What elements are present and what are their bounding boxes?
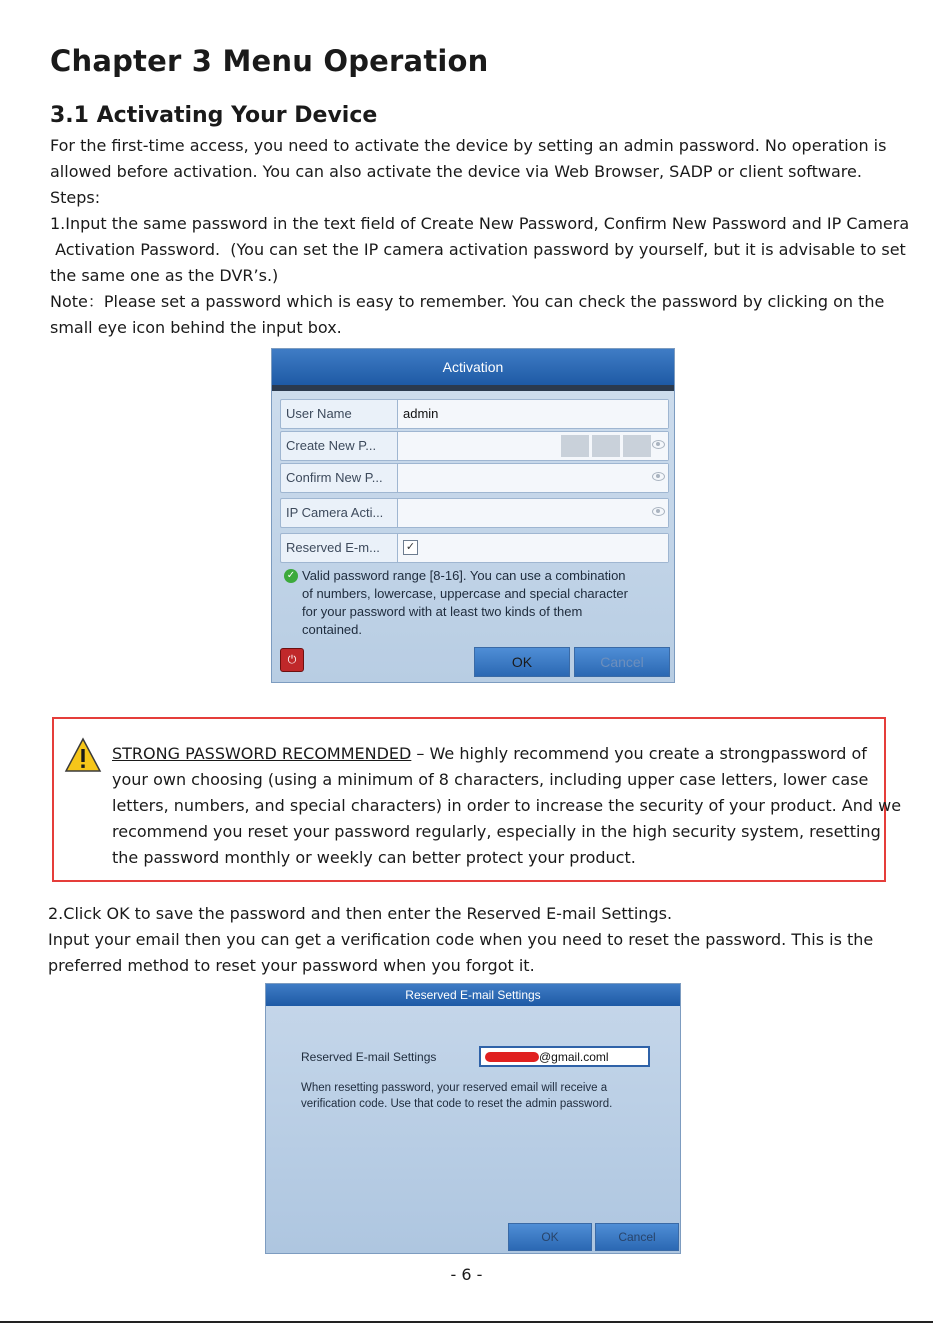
intro-line: the same one as the DVR’s.) <box>50 266 279 285</box>
password-hint <box>284 567 669 639</box>
activation-dialog <box>271 348 675 683</box>
strong-password-warning <box>52 717 902 882</box>
ip-camera-password-row <box>280 498 669 528</box>
ip-camera-password-label: IP Camera Acti... <box>286 505 384 520</box>
user-name-value: admin <box>403 406 439 421</box>
step2-line: Input your email then you can get a verification code when you need to reset the password. This is the <box>48 930 874 949</box>
ok-button[interactable]: OK <box>474 647 570 677</box>
confirm-password-row <box>280 463 669 493</box>
cancel-button[interactable]: Cancel <box>574 647 670 677</box>
warning-line: recommend you reset your password regularly, especially in the high security system, resetting <box>112 822 881 841</box>
reserved-email-note <box>301 1080 612 1112</box>
user-name-field[interactable] <box>397 400 668 428</box>
note-line: verification code. Use that code to reset the admin password. <box>301 1098 613 1110</box>
confirm-password-label: Confirm New P... <box>286 470 383 485</box>
reserved-email-dialog <box>265 983 681 1254</box>
create-password-field[interactable] <box>397 432 668 460</box>
intro-line: For the first-time access, you need to activate the device by setting an admin password. No operation is <box>50 136 887 155</box>
section-heading: 3.1 Activating Your Device <box>50 103 378 128</box>
user-name-row <box>280 399 669 429</box>
warning-icon <box>64 737 102 773</box>
power-icon[interactable]: ⏻ <box>280 648 304 672</box>
warning-text <box>112 741 902 871</box>
reserved-email-row <box>280 533 669 563</box>
warning-line: letters, numbers, and special characters) in order to increase the security of your product. And we <box>112 796 902 815</box>
hint-line: Valid password range [8-16]. You can use a combination <box>302 568 626 583</box>
intro-line: 1.Input the same password in the text field of Create New Password, Confirm New Password and IP Camera <box>50 214 910 233</box>
ip-camera-password-field[interactable] <box>397 499 668 527</box>
create-password-row <box>280 431 669 461</box>
password-mask <box>592 435 620 457</box>
confirm-password-field[interactable] <box>397 464 668 492</box>
reserved-email-dialog-title: Reserved E-mail Settings <box>266 984 680 1006</box>
ok-button[interactable]: OK <box>508 1223 592 1251</box>
eye-icon[interactable] <box>652 472 665 481</box>
chapter-heading: Chapter 3 Menu Operation <box>50 44 489 78</box>
create-password-label: Create New P... <box>286 438 377 453</box>
activation-dialog-title: Activation <box>272 349 674 391</box>
reserved-email-field-label: Reserved E-mail Settings <box>301 1050 437 1064</box>
eye-icon[interactable] <box>652 440 665 449</box>
hint-line: for your password with at least two kinds of them <box>302 604 583 619</box>
password-mask <box>561 435 589 457</box>
warning-line: your own choosing (using a minimum of 8 characters, including upper case letters, lower case <box>112 770 869 789</box>
page-number: - 6 - <box>450 1265 483 1284</box>
step2-line: preferred method to reset your password when you forgot it. <box>48 956 535 975</box>
reserved-email-label: Reserved E-m... <box>286 540 380 555</box>
step2-text <box>48 901 898 979</box>
reserved-email-checkbox[interactable]: ✓ <box>403 540 418 555</box>
note-line: When resetting password, your reserved email will receive a <box>301 1082 608 1094</box>
reserved-email-input[interactable] <box>479 1046 650 1067</box>
intro-line: Steps: <box>50 188 101 207</box>
hint-line: of numbers, lowercase, uppercase and special character <box>302 586 628 601</box>
redaction-mark <box>485 1052 539 1062</box>
hint-line: contained. <box>302 622 362 637</box>
warning-line: the password monthly or weekly can better protect your product. <box>112 848 636 867</box>
cancel-button[interactable]: Cancel <box>595 1223 679 1251</box>
warning-title: STRONG PASSWORD RECOMMENDED <box>112 744 412 763</box>
intro-line: Activation Password. (You can set the IP camera activation password by yourself, but it is advisable to set <box>50 240 906 259</box>
reserved-email-checkbox-cell <box>397 534 668 562</box>
warning-line: – We highly recommend you create a strongpassword of <box>411 744 867 763</box>
password-mask <box>623 435 651 457</box>
intro-line: small eye icon behind the input box. <box>50 318 342 337</box>
intro-line: allowed before activation. You can also activate the device via Web Browser, SADP or client software. <box>50 162 862 181</box>
step2-line: 2.Click OK to save the password and then enter the Reserved E-mail Settings. <box>48 904 673 923</box>
intro-text <box>50 133 910 341</box>
user-name-label: User Name <box>286 406 352 421</box>
reserved-email-value: @gmail.coml <box>539 1050 609 1064</box>
eye-icon[interactable] <box>652 507 665 516</box>
check-circle-icon: ✓ <box>284 569 298 583</box>
intro-line: Note：Please set a password which is easy to remember. You can check the password by clicking on the <box>50 292 885 311</box>
footer-rule <box>0 1321 933 1323</box>
